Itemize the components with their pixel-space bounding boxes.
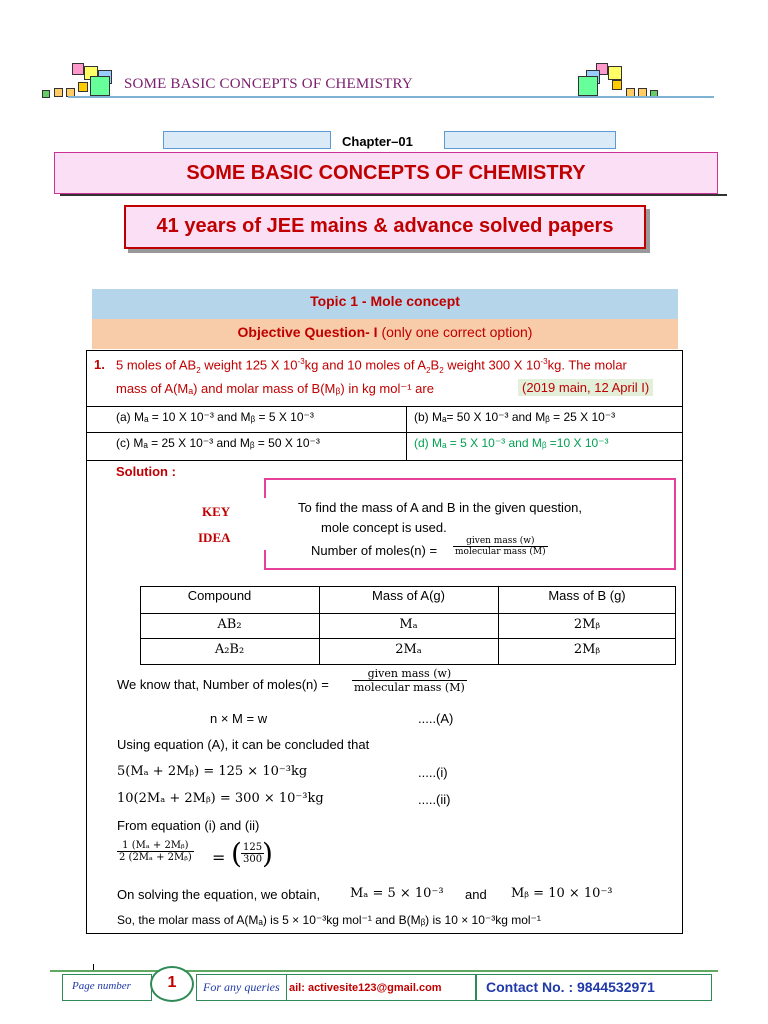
objective-heading — [92, 319, 678, 349]
deco-square — [578, 76, 598, 96]
deco-square — [78, 82, 88, 92]
fraction-denominator: molecular mass (M) — [455, 547, 546, 557]
key-label: KEY — [202, 504, 231, 519]
jee-banner: 41 years of JEE mains & advance solved papers — [124, 205, 646, 249]
chapter-box-left — [163, 131, 331, 149]
and-text: and — [465, 887, 487, 902]
key-idea-formula-label: Number of moles(n) = — [311, 543, 438, 558]
option-b[interactable]: (b) Mₐ= 50 X 10⁻³ and Mᵦ = 25 X 10⁻³ — [414, 410, 616, 424]
solution-label: Solution : — [116, 464, 176, 479]
title-underline — [60, 194, 727, 196]
table-cell: 2Mᵦ — [573, 617, 601, 632]
equation-i: 5(Mₐ + 2Mᵦ) = 125 × 10⁻³kg — [117, 764, 308, 779]
solving-text: On solving the equation, we obtain, — [117, 887, 321, 902]
chapter-box-right — [444, 131, 616, 149]
table-cell: Mₐ — [399, 617, 418, 632]
topic-heading: Topic 1 - Mole concept — [92, 289, 678, 319]
key-idea-box-gap — [262, 498, 268, 550]
equals-sign: = — [212, 848, 226, 867]
email-link[interactable]: ail: activesite123@gmail.com — [289, 982, 442, 994]
header-rule — [68, 96, 714, 98]
table-cell: 2Mₐ — [395, 642, 422, 657]
fraction-numerator: given mass (w) — [352, 667, 467, 681]
question-source: (2019 main, 12 April I) — [518, 379, 653, 396]
divider — [86, 406, 683, 407]
equation-nmw: n × M = w — [210, 711, 268, 726]
objective-bold: Objective Question- I — [237, 324, 378, 340]
we-know-text: We know that, Number of moles(n) = — [117, 677, 329, 692]
idea-label: IDEA — [198, 530, 231, 545]
table-header: Mass of B (g) — [548, 588, 626, 603]
deco-square — [612, 80, 622, 90]
divider — [140, 638, 676, 639]
option-a[interactable]: (a) Mₐ = 10 X 10⁻³ and Mᵦ = 5 X 10⁻³ — [116, 410, 314, 424]
footer-rule — [50, 970, 718, 972]
deco-square — [54, 88, 63, 97]
deco-square — [42, 90, 50, 98]
ratio-fraction-right — [241, 842, 264, 865]
fraction-numerator: 125 — [243, 842, 263, 853]
table-header: Mass of A(g) — [372, 588, 445, 603]
equation-tag: .....(ii) — [418, 792, 451, 807]
option-d-correct[interactable]: (d) Mₐ = 5 X 10⁻³ and Mᵦ =10 X 10⁻³ — [414, 436, 609, 450]
queries-label: For any queries — [203, 980, 280, 994]
question-line-2: mass of A(Mₐ) and molar mass of B(Mᵦ) in kg mol⁻¹ are — [116, 381, 434, 396]
from-text: From equation (i) and (ii) — [117, 818, 260, 833]
equation-tag: .....(i) — [418, 765, 448, 780]
fraction-denominator: 2 (2Mₐ + 2Mᵦ) — [119, 852, 192, 863]
fraction-numerator: given mass (w) — [453, 536, 548, 547]
equation-tag: .....(A) — [418, 711, 454, 726]
key-idea-line-1: To find the mass of A and B in the given question, — [298, 500, 583, 515]
fraction-denominator: 300 — [243, 854, 263, 865]
table-cell: A₂B₂ — [214, 642, 245, 657]
equation-ii: 10(2Mₐ + 2Mᵦ) = 300 × 10⁻³kg — [117, 791, 324, 806]
divider — [86, 460, 683, 461]
result-mb: Mᵦ = 10 × 10⁻³ — [511, 886, 613, 901]
moles-fraction — [352, 667, 467, 694]
deco-square — [90, 76, 110, 96]
page-number-label: Page number — [72, 980, 131, 992]
final-answer: So, the molar mass of A(Mₐ) is 5 × 10⁻³kg mol⁻¹ and B(Mᵦ) is 10 × 10⁻³kg mol⁻¹ — [117, 913, 541, 927]
divider — [140, 613, 676, 614]
deco-square — [608, 66, 622, 80]
key-idea-line-2: mole concept is used. — [321, 520, 447, 535]
fraction-denominator: molecular mass (M) — [354, 681, 465, 694]
deco-square — [72, 63, 84, 75]
divider — [140, 664, 676, 665]
option-c[interactable]: (c) Mₐ = 25 X 10⁻³ and Mᵦ = 50 X 10⁻³ — [116, 436, 320, 450]
table-cell: AB₂ — [217, 617, 242, 632]
objective-rest: (only one correct option) — [377, 324, 533, 340]
divider — [140, 586, 676, 587]
fraction-numerator: 1 (Mₐ + 2Mᵦ) — [117, 840, 194, 852]
page-number-badge: 1 — [150, 966, 194, 1002]
ratio-fraction-left — [117, 840, 194, 863]
table-header: Compound — [187, 588, 252, 603]
table-cell: 2Mᵦ — [573, 642, 601, 657]
using-text: Using equation (A), it can be concluded that — [117, 737, 370, 752]
compound-table — [140, 586, 676, 665]
divider — [406, 406, 407, 460]
contact-number[interactable]: Contact No. : 9844532971 — [486, 979, 655, 995]
running-header-title: SOME BASIC CONCEPTS OF CHEMISTRY — [124, 76, 413, 92]
chapter-title: SOME BASIC CONCEPTS OF CHEMISTRY — [54, 152, 718, 194]
paren-left: ( — [231, 837, 242, 870]
key-idea-fraction — [453, 536, 548, 557]
question-number: 1. — [94, 357, 105, 372]
divider — [86, 432, 683, 433]
paren-right: ) — [262, 837, 273, 870]
question-line-1: 5 moles of $AB_2$ weight 125 X $10^{-3}kg$ and 10 moles of $A_2B_2$ weight 300 X $10^{-3}kg$. The molar — [116, 357, 627, 375]
result-ma: Mₐ = 5 × 10⁻³ — [350, 886, 444, 901]
chapter-label: Chapter–01 — [342, 134, 413, 149]
